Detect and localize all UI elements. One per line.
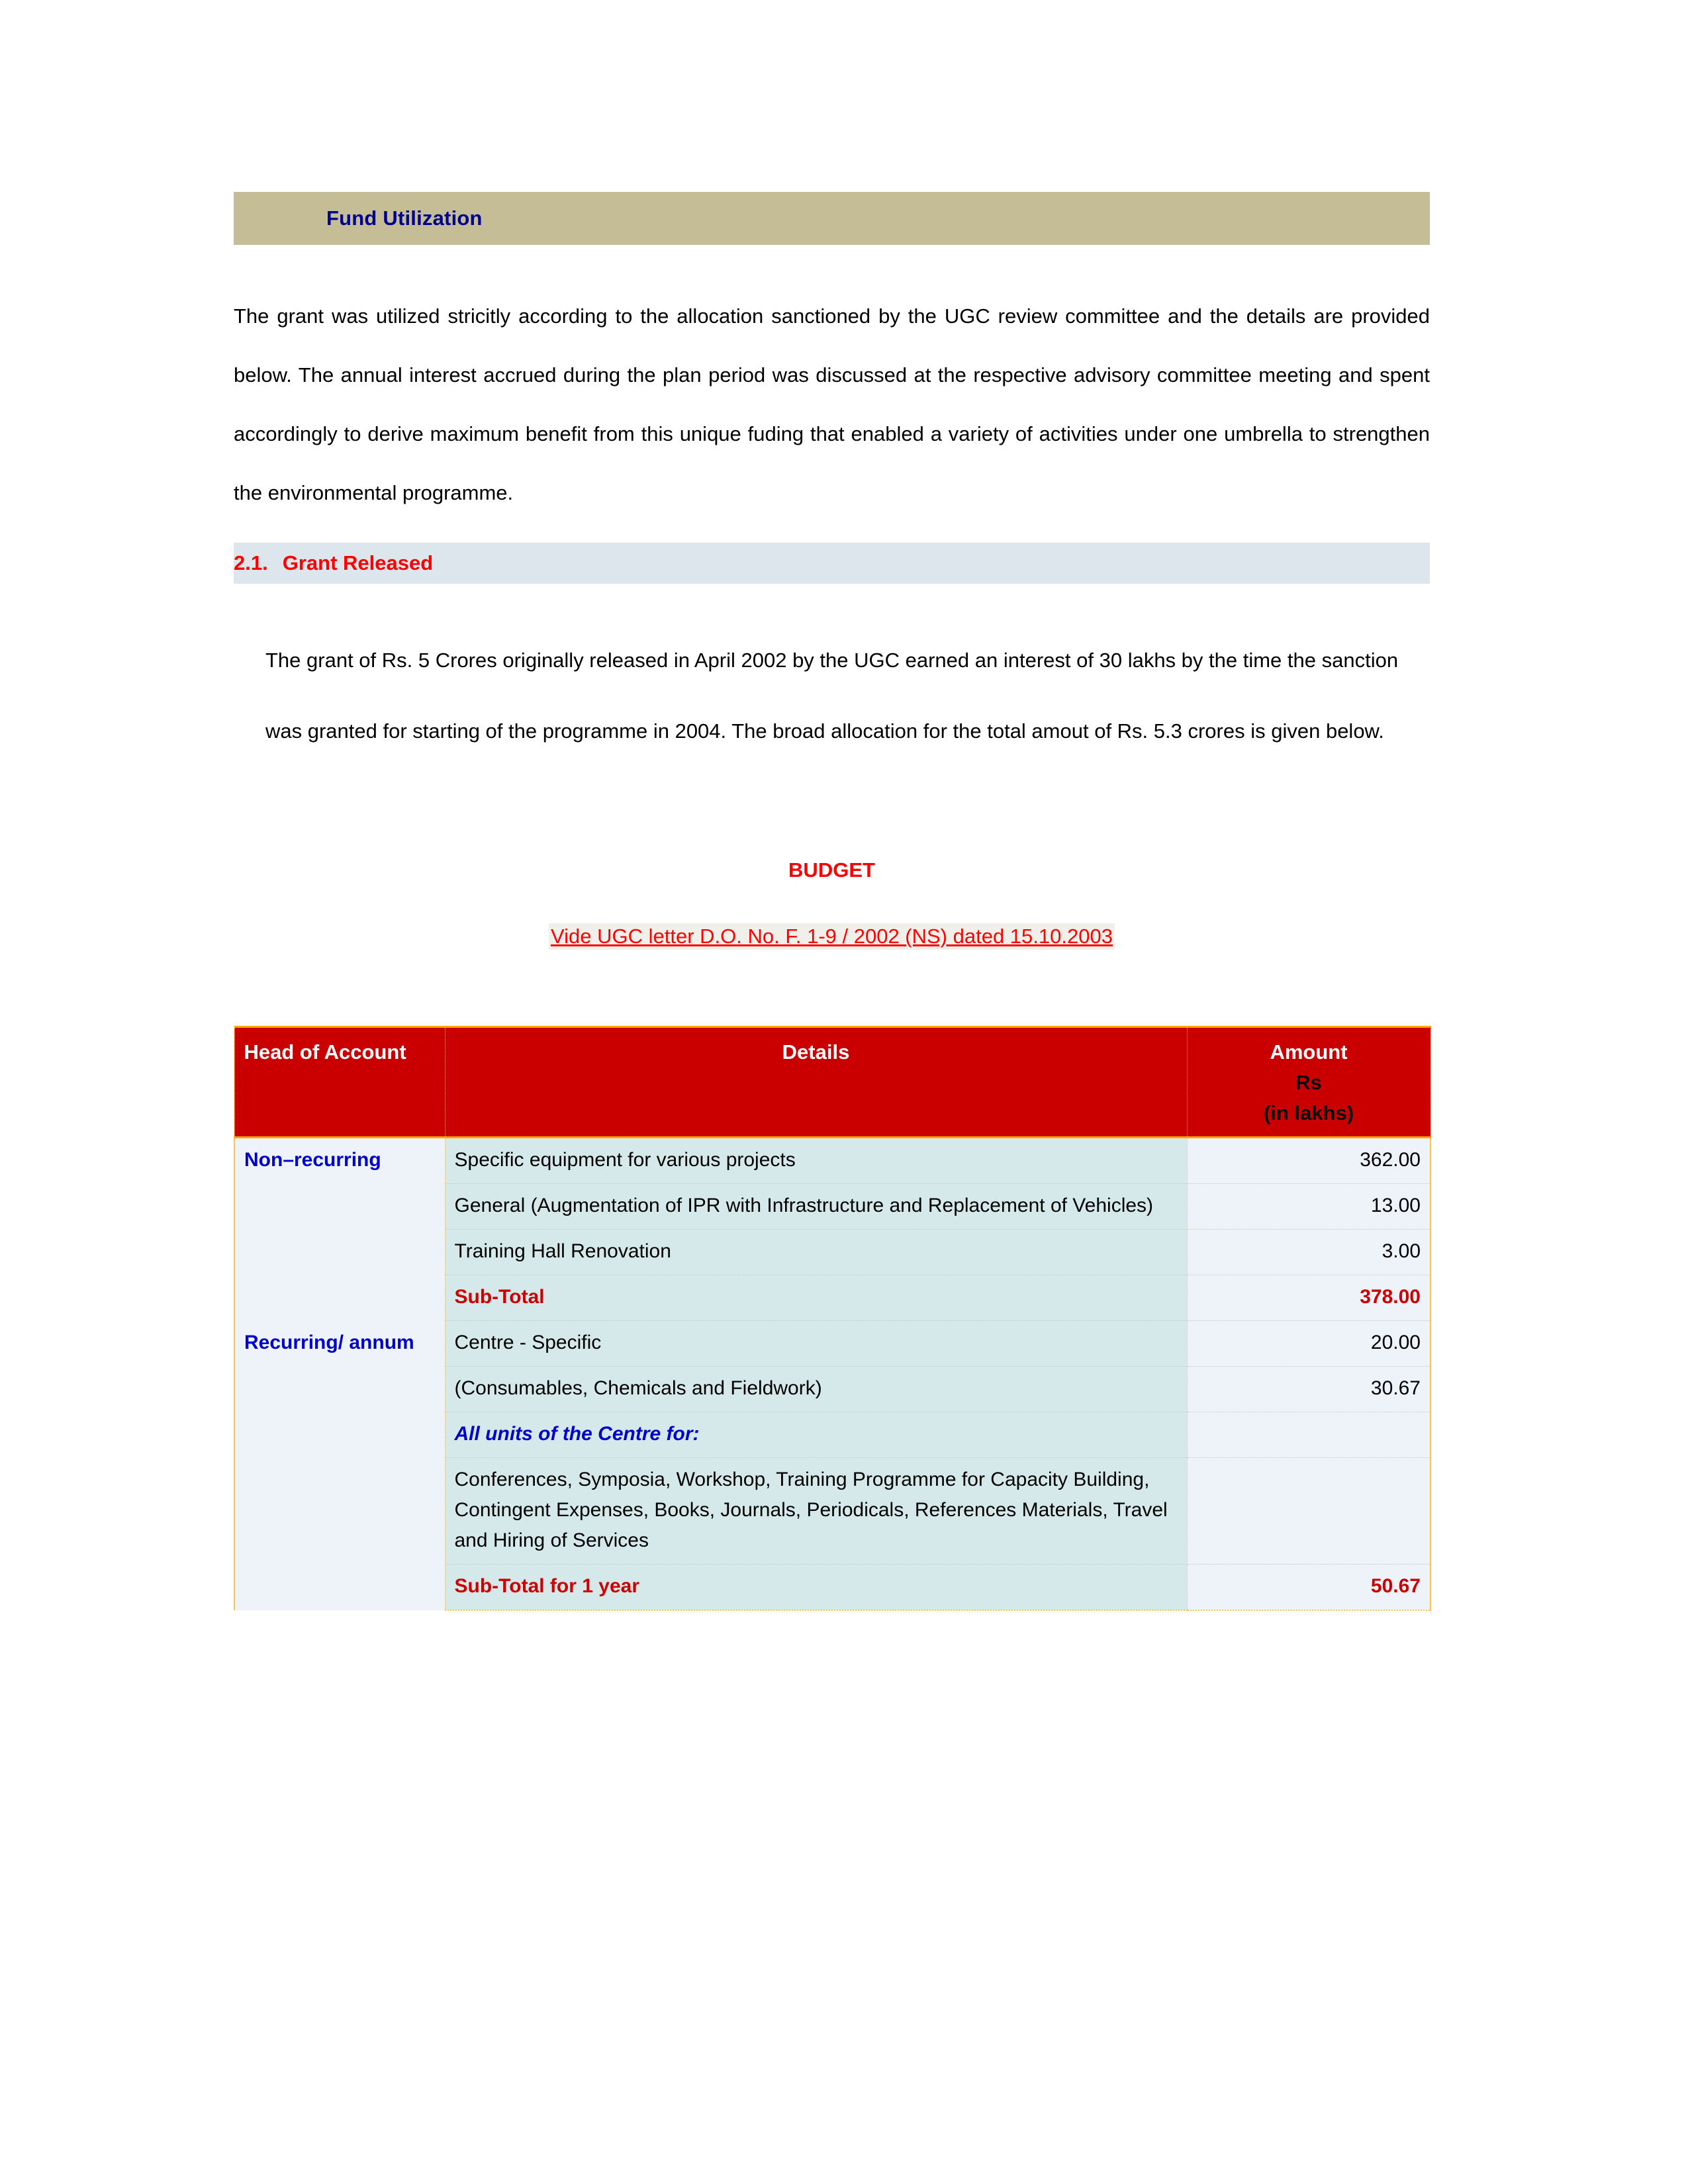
cell-details-subtotal: Sub-Total for 1 year xyxy=(445,1565,1187,1611)
cell-amount: 30.67 xyxy=(1187,1367,1430,1412)
column-header-amount-line1: Amount xyxy=(1270,1040,1348,1064)
cell-amount: 13.00 xyxy=(1187,1184,1430,1230)
subsection-band-grant-released xyxy=(234,543,1430,584)
budget-table xyxy=(234,1026,1431,1611)
grant-paragraph: The grant of Rs. 5 Crores originally released in April 2002 by the UGC earned an interest of 30 lakhs by the time the sanction was granted for starting of the programme in 2004. The broad allocation for the total amout of Rs. 5.3 crores is given below. xyxy=(265,649,1399,743)
vide-reference: Vide UGC letter D.O. No. F. 1-9 / 2002 (NS) dated 15.10.2003 xyxy=(549,923,1115,950)
cell-amount xyxy=(1187,1458,1430,1565)
page-title: Fund Utilization xyxy=(326,206,483,230)
cell-amount: 3.00 xyxy=(1187,1230,1430,1275)
cell-amount-subtotal: 50.67 xyxy=(1187,1565,1430,1611)
table-row xyxy=(234,1138,1430,1184)
cell-details: Training Hall Renovation xyxy=(445,1230,1187,1275)
cell-amount: 20.00 xyxy=(1187,1321,1430,1367)
row-group-head-recurring-annum: Recurring/ annum xyxy=(234,1321,445,1611)
cell-details: General (Augmentation of IPR with Infrastructure and Replacement of Vehicles) xyxy=(445,1184,1187,1230)
table-header-row xyxy=(234,1027,1430,1138)
cell-details-subtotal: Sub-Total xyxy=(445,1275,1187,1321)
page-content xyxy=(234,0,1430,1611)
budget-table-head xyxy=(234,1027,1430,1138)
intro-paragraph: The grant was utilized stricitly according to the allocation sanctioned by the UGC review committee and the details are provided below. The annual interest accrued during the plan period was discussed at the respective advisory committee meeting and spent accordingly to derive maximum benefit from this unique fuding that enabled a variety of activities under one umbrella to strengthen the environmental programme. xyxy=(234,304,1430,504)
column-header-amount-line3: (in lakhs) xyxy=(1263,1101,1354,1124)
cell-details: Specific equipment for various projects xyxy=(445,1138,1187,1184)
cell-details: (Consumables, Chemicals and Fieldwork) xyxy=(445,1367,1187,1412)
fund-utilization-band xyxy=(234,192,1430,245)
budget-table-body xyxy=(234,1138,1430,1611)
budget-heading: BUDGET xyxy=(788,858,875,882)
column-header-amount-line2: Rs xyxy=(1295,1071,1322,1094)
column-header-details: Details xyxy=(445,1027,1187,1138)
vide-reference-wrap xyxy=(234,923,1430,950)
column-header-amount xyxy=(1187,1027,1430,1138)
subsection-number: 2.1. xyxy=(234,551,268,574)
cell-details-subheading: All units of the Centre for: xyxy=(445,1412,1187,1458)
subsection-title: Grant Released xyxy=(282,551,434,574)
cell-amount xyxy=(1187,1412,1430,1458)
cell-details: Centre - Specific xyxy=(445,1321,1187,1367)
table-row xyxy=(234,1321,1430,1367)
column-header-head-of-account: Head of Account xyxy=(234,1027,445,1138)
cell-amount-subtotal: 378.00 xyxy=(1187,1275,1430,1321)
cell-amount: 362.00 xyxy=(1187,1138,1430,1184)
row-group-head-non-recurring: Non–recurring xyxy=(234,1138,445,1321)
cell-details: Conferences, Symposia, Workshop, Training Programme for Capacity Building, Contingent Expenses, Books, Journals, Periodicals, References Materials, Travel and Hiring of Services xyxy=(445,1458,1187,1565)
